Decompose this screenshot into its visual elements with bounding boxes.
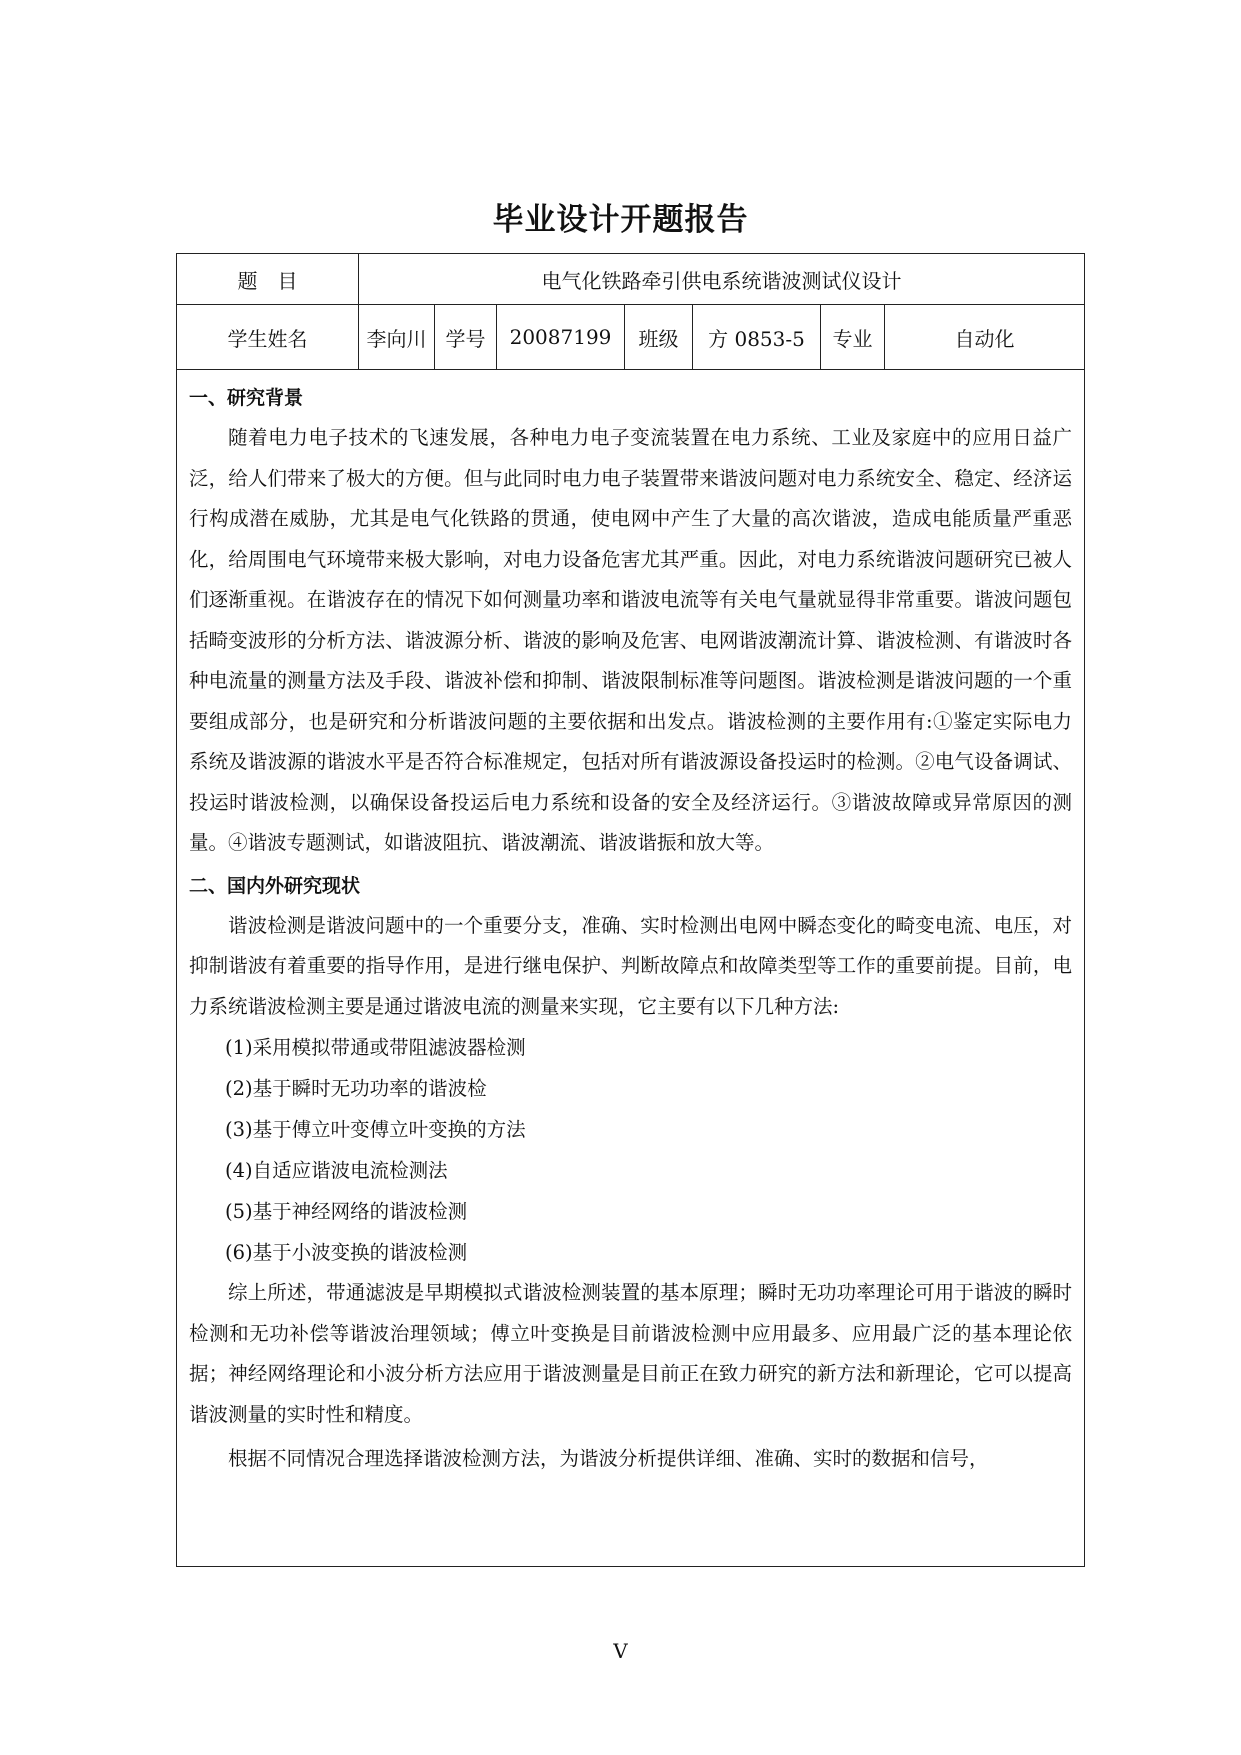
summary-paragraph: 综上所述，带通滤波是早期模拟式谐波检测装置的基本原理；瞬时无功功率理论可用于谐波的瞬时检测和无功补偿等谐波治理领域；傅立叶变换是目前谐波检测中应用最多、应用最广泛的基本理论依据；神经网络理论和小波分析方法应用于谐波测量是目前正在致力研究的新方法和新理论，它可以提高谐波测量的实时性和精度。 — [189, 1281, 1073, 1426]
major-label: 专业 — [821, 305, 885, 370]
class-label: 班级 — [625, 305, 693, 370]
list-item: (3)基于傅立叶变傅立叶变换的方法 — [225, 1118, 526, 1141]
topic-value: 电气化铁路牵引供电系统谐波测试仪设计 — [359, 254, 1085, 305]
background-heading: 一、研究背景 — [189, 387, 304, 409]
topic-label: 题 目 — [177, 254, 359, 305]
content-row — [177, 370, 1085, 1567]
background-paragraph: 随着电力电子技术的飞速发展，各种电力电子变流装置在电力系统、工业及家庭中的应用日益广泛，给人们带来了极大的方便。但与此同时电力电子装置带来谐波问题对电力系统安全、稳定、经济运行构成潜在威胁，尤其是电气化铁路的贯通，使电网中产生了大量的高次谐波，造成电能质量严重恶化，给周围电气环境带来极大影响，对电力设备危害尤其严重。因此，对电力系统谐波问题研究已被人们逐渐重视。在谐波存在的情况下如何测量功率和谐波电流等有关电气量就显得非常重要。谐波问题包括畸变波形的分析方法、谐波源分析、谐波的影响及危害、电网谐波潮流计算、谐波检测、有谐波时各种电流量的测量方法及手段、谐波补偿和抑制、谐波限制标准等问题图。谐波检测是谐波问题的一个重要组成部分，也是研究和分析谐波问题的主要依据和出发点。谐波检测的主要作用有:①鉴定实际电力系统及谐波源的谐波水平是否符合标准规定，包括对所有谐波源设备投运时的检测。②电气设备调试、投运时谐波检测，以确保设备投运后电力系统和设备的安全及经济运行。③谐波故障或异常原因的测量。④谐波专题测试，如谐波阻抗、谐波潮流、谐波谐振和放大等。 — [189, 426, 1073, 854]
class-value: 方 0853-5 — [693, 305, 821, 370]
list-item: (2)基于瞬时无功功率的谐波检 — [225, 1077, 487, 1100]
student-name-value: 李向川 — [359, 305, 435, 370]
closing-paragraph: 根据不同情况合理选择谐波检测方法，为谐波分析提供详细、准确、实时的数据和信号， — [228, 1447, 989, 1470]
detection-method-list — [189, 1027, 1072, 1273]
list-item: (5)基于神经网络的谐波检测 — [225, 1200, 468, 1223]
student-id-value: 20087199 — [497, 305, 625, 370]
list-item: (6)基于小波变换的谐波检测 — [225, 1241, 468, 1264]
list-item: (1)采用模拟带通或带阻滤波器检测 — [225, 1036, 526, 1059]
proposal-form-table — [176, 253, 1085, 1567]
student-id-label: 学号 — [435, 305, 497, 370]
content-cell — [177, 370, 1085, 1567]
major-value: 自动化 — [885, 305, 1085, 370]
student-info-row — [177, 305, 1085, 370]
research-status-intro: 谐波检测是谐波问题中的一个重要分支，准确、实时检测出电网中瞬态变化的畸变电流、电压，对抑制谐波有着重要的指导作用，是进行继电保护、判断故障点和故障类型等工作的重要前提。目前，电力系统谐波检测主要是通过谐波电流的测量来实现，它主要有以下几种方法: — [189, 913, 1073, 1018]
topic-row — [177, 254, 1085, 305]
research-status-heading: 二、国内外研究现状 — [189, 874, 361, 897]
student-name-label: 学生姓名 — [177, 305, 359, 370]
page-number: V — [613, 1639, 628, 1663]
document-title: 毕业设计开题报告 — [492, 202, 749, 238]
list-item: (4)自适应谐波电流检测法 — [225, 1159, 448, 1182]
